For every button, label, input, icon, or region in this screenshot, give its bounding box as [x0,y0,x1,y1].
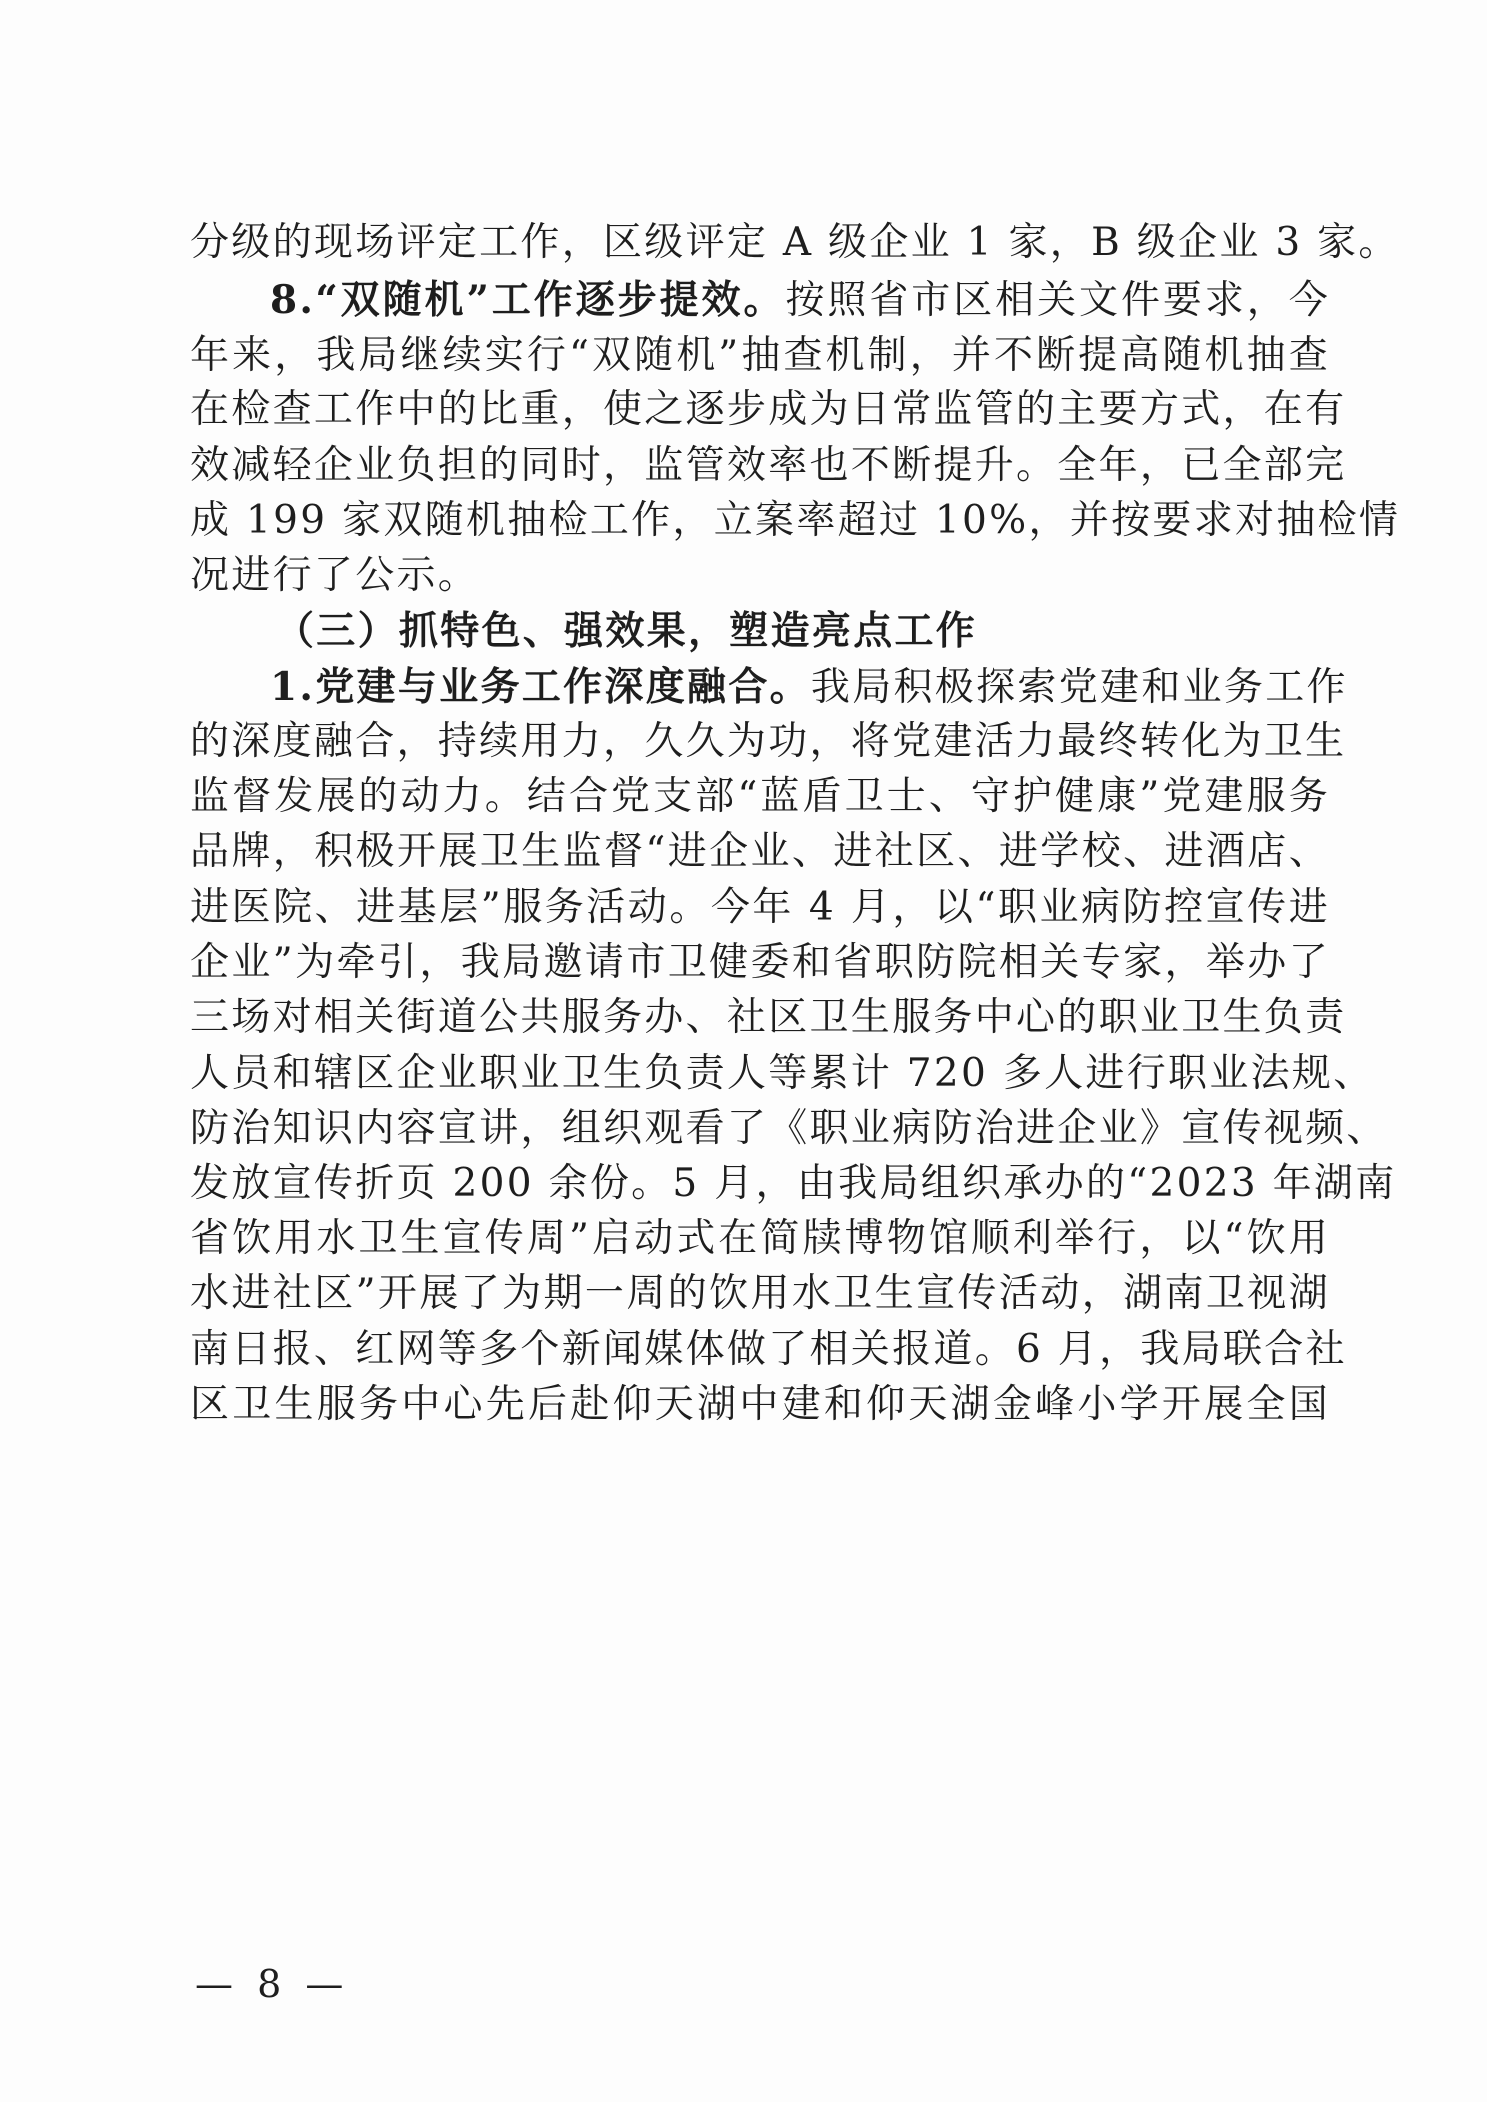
text-line-9: 1.党建与业务工作深度融合。我局积极探索党建和业务工作 [270,664,1348,710]
text-line-7: 况进行了公示。 [190,553,480,598]
page-number: — 8 — [195,1962,350,2006]
text-line-22: 区卫生服务中心先后赴仰天湖中建和仰天湖金峰小学开展全国 [190,1382,1330,1427]
text-line-2: 8.“双随机”工作逐步提效。按照省市区相关文件要求，今 [270,277,1330,323]
text-line-17: 防治知识内容宣讲，组织观看了《职业病防治进企业》宣传视频、 [190,1106,1388,1151]
item-lead-1: 1.党建与业务工作深度融合。 [270,664,811,710]
text-line-4: 在检查工作中的比重，使之逐步成为日常监管的主要方式，在有 [190,387,1347,432]
text-line-6: 成 199 家双随机抽检工作，立案率超过 10%，并按要求对抽检情 [190,498,1401,543]
text-line-21: 南日报、红网等多个新闻媒体做了相关报道。6 月，我局联合社 [190,1327,1347,1372]
text-line-16: 人员和辖区企业职业卫生负责人等累计 720 多人进行职业法规、 [190,1051,1375,1096]
text-line-10: 的深度融合，持续用力，久久为功，将党建活力最终转化为卫生 [190,719,1347,764]
text-line-19: 省饮用水卫生宣传周”启动式在简牍博物馆顺利举行，以“饮用 [190,1216,1330,1261]
text-line-20: 水进社区”开展了为期一周的饮用水卫生宣传活动，湖南卫视湖 [190,1271,1330,1316]
text-line-3: 年来，我局继续实行“双随机”抽查机制，并不断提高随机抽查 [190,333,1330,378]
text-line-14: 企业”为牵引，我局邀请市卫健委和省职防院相关专家，举办了 [190,940,1330,985]
text-line-15: 三场对相关街道公共服务办、社区卫生服务中心的职业卫生负责 [190,995,1347,1040]
text-line-12: 品牌，积极开展卫生监督“进企业、进社区、进学校、进酒店、 [190,829,1330,874]
text-line-5: 效减轻企业负担的同时，监管效率也不断提升。全年，已全部完 [190,443,1347,488]
item-lead-8: 8.“双随机”工作逐步提效。 [270,277,786,323]
text-line-11: 监督发展的动力。结合党支部“蓝盾卫士、守护健康”党建服务 [190,774,1330,819]
section-heading: （三）抓特色、强效果，塑造亮点工作 [275,608,978,654]
text-line-1: 分级的现场评定工作，区级评定 A 级企业 1 家，B 级企业 3 家。 [190,220,1400,265]
text-line-18: 发放宣传折页 200 余份。5 月，由我局组织承办的“2023 年湖南 [190,1161,1397,1206]
text-line-13: 进医院、进基层”服务活动。今年 4 月，以“职业病防控宣传进 [190,885,1330,930]
